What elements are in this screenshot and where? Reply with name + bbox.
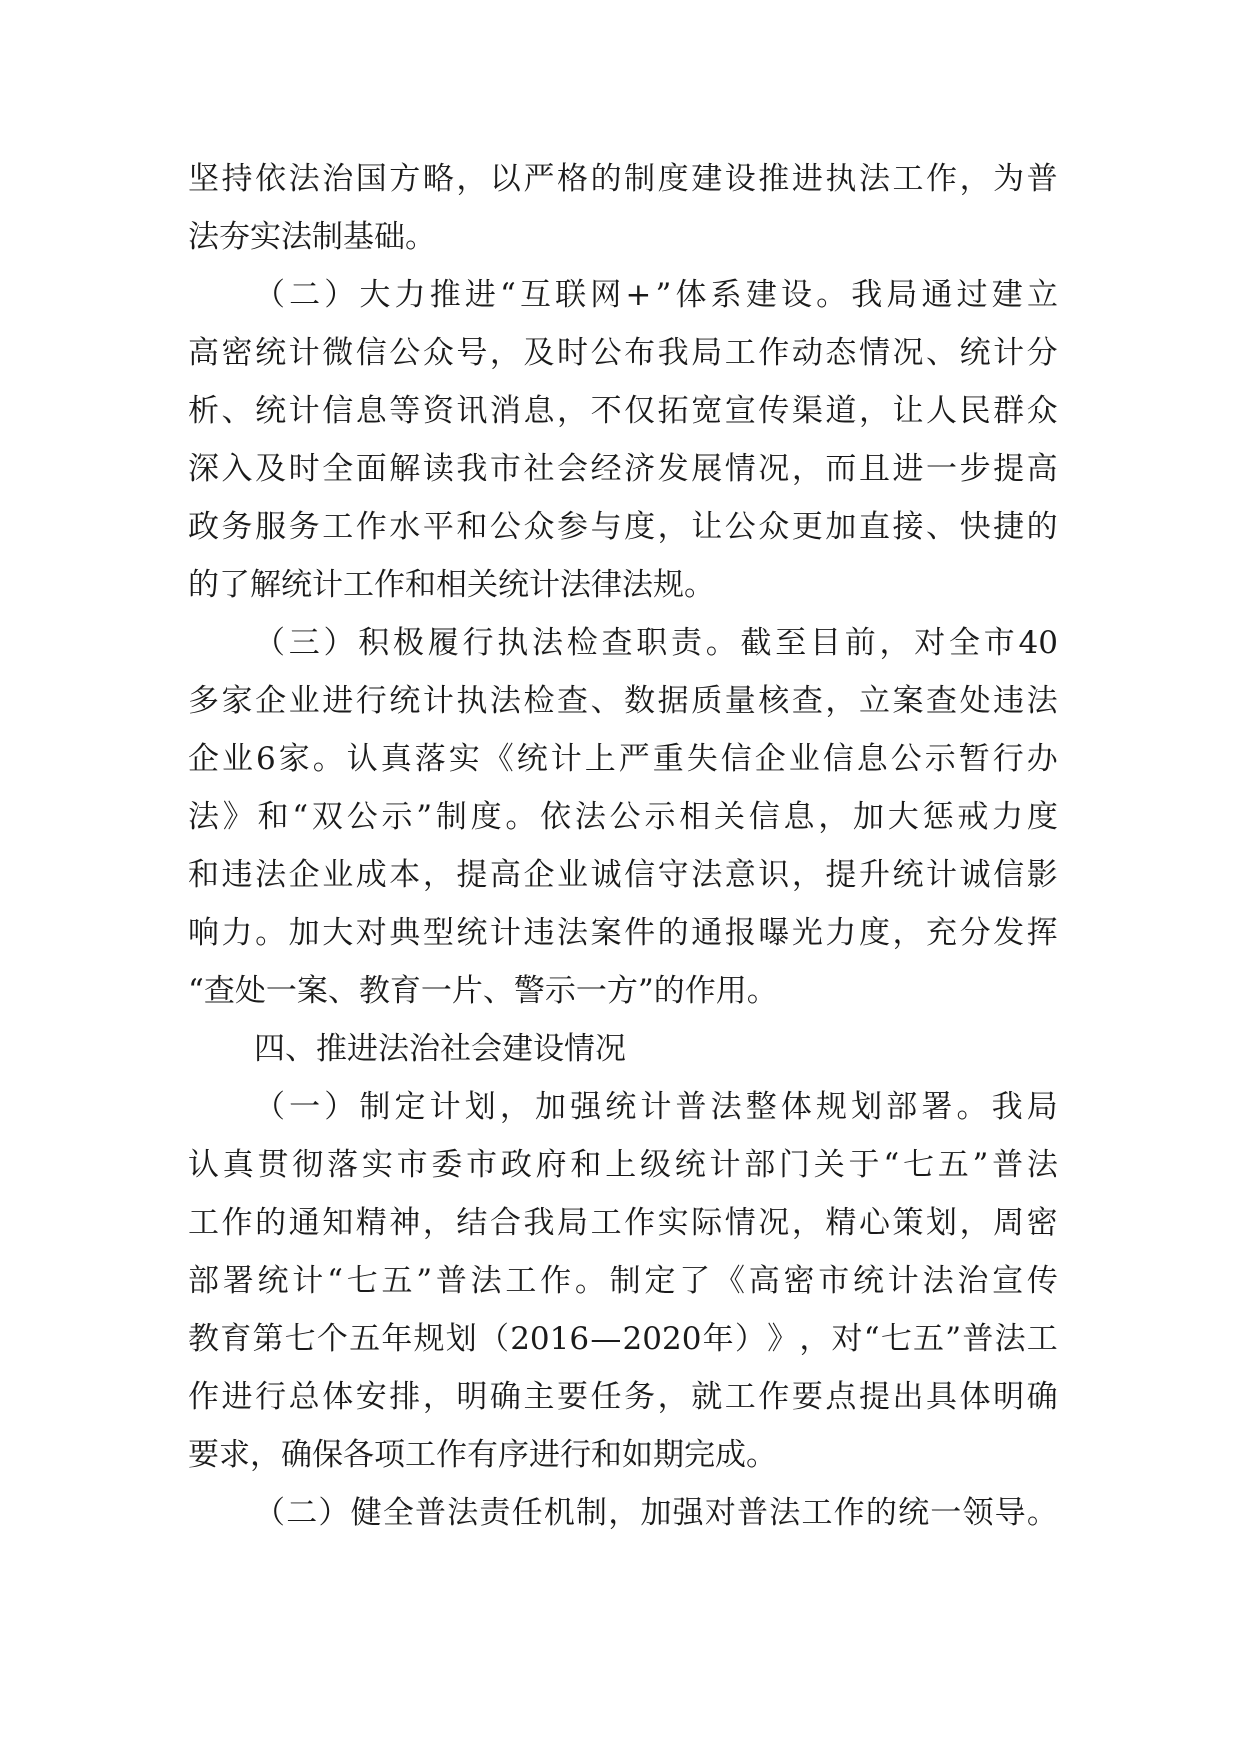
text-line: 响 力 。 加 大 对 典 型 统 计 违 法 案 件 的 通 报 曝 光 力 度 ， 充 分 发 挥: [188, 915, 1058, 951]
text-line: 工 作 的 通 知 精 神 ， 结 合 我 局 工 作 实 际 情 况 ， 精 心 策 划 ， 周 密: [188, 1205, 1058, 1241]
text-line: 教 育 第 七 个 五 年 规 划 （ 2016 — 2020 年 ） 》 ， 对 “ 七 五 ” 普 法 工: [188, 1321, 1058, 1357]
text-line: 政 务 服 务 工 作 水 平 和 公 众 参 与 度 ， 让 公 众 更 加 直 接 、 快 捷 的: [188, 509, 1058, 545]
text-line: 法夯实法制基础。: [188, 219, 436, 255]
text-line: （ 一 ） 制 定 计 划 ， 加 强 统 计 普 法 整 体 规 划 部 署 。 我 局: [254, 1089, 1058, 1125]
text-line: （ 二 ） 健 全 普 法 责 任 机 制 ， 加 强 对 普 法 工 作 的 统 一 领 导 。: [254, 1495, 1058, 1531]
text-line: 析 、 统 计 信 息 等 资 讯 消 息 ， 不 仅 拓 宽 宣 传 渠 道 ， 让 人 民 群 众: [188, 393, 1058, 429]
text-line: （ 二 ） 大 力 推 进 “ 互 联 网 + ” 体 系 建 设 。 我 局 通 过 建 立: [254, 277, 1058, 313]
text-line: 的了解统计工作和相关统计法律法规。: [188, 567, 715, 603]
text-line: 四、推进法治社会建设情况: [254, 1031, 626, 1067]
text-line: 企 业 6 家 。 认 真 落 实 《 统 计 上 严 重 失 信 企 业 信 息 公 示 暂 行 办: [188, 741, 1058, 777]
text-line: 深 入 及 时 全 面 解 读 我 市 社 会 经 济 发 展 情 况 ， 而 且 进 一 步 提 高: [188, 451, 1058, 487]
text-line: 认 真 贯 彻 落 实 市 委 市 政 府 和 上 级 统 计 部 门 关 于 “ 七 五 ” 普 法: [188, 1147, 1058, 1183]
text-line: 坚 持 依 法 治 国 方 略 ， 以 严 格 的 制 度 建 设 推 进 执 法 工 作 ， 为 普: [188, 161, 1058, 197]
text-line: “查处一案、教育一片、警示一方”的作用。: [188, 973, 778, 1009]
text-line: 法 》 和 “ 双 公 示 ” 制 度 。 依 法 公 示 相 关 信 息 ， 加 大 惩 戒 力 度: [188, 799, 1058, 835]
text-line: 要求，确保各项工作有序进行和如期完成。: [188, 1437, 777, 1473]
text-line: 和 违 法 企 业 成 本 ， 提 高 企 业 诚 信 守 法 意 识 ， 提 升 统 计 诚 信 影: [188, 857, 1058, 893]
text-line: 作 进 行 总 体 安 排 ， 明 确 主 要 任 务 ， 就 工 作 要 点 提 出 具 体 明 确: [188, 1379, 1058, 1415]
text-line: 多 家 企 业 进 行 统 计 执 法 检 查 、 数 据 质 量 核 查 ， 立 案 查 处 违 法: [188, 683, 1058, 719]
text-line: 部 署 统 计 “ 七 五 ” 普 法 工 作 。 制 定 了 《 高 密 市 统 计 法 治 宣 传: [188, 1263, 1058, 1299]
text-line: （ 三 ） 积 极 履 行 执 法 检 查 职 责 。 截 至 目 前 ， 对 全 市 40: [254, 625, 1058, 661]
text-line: 高 密 统 计 微 信 公 众 号 ， 及 时 公 布 我 局 工 作 动 态 情 况 、 统 计 分: [188, 335, 1058, 371]
